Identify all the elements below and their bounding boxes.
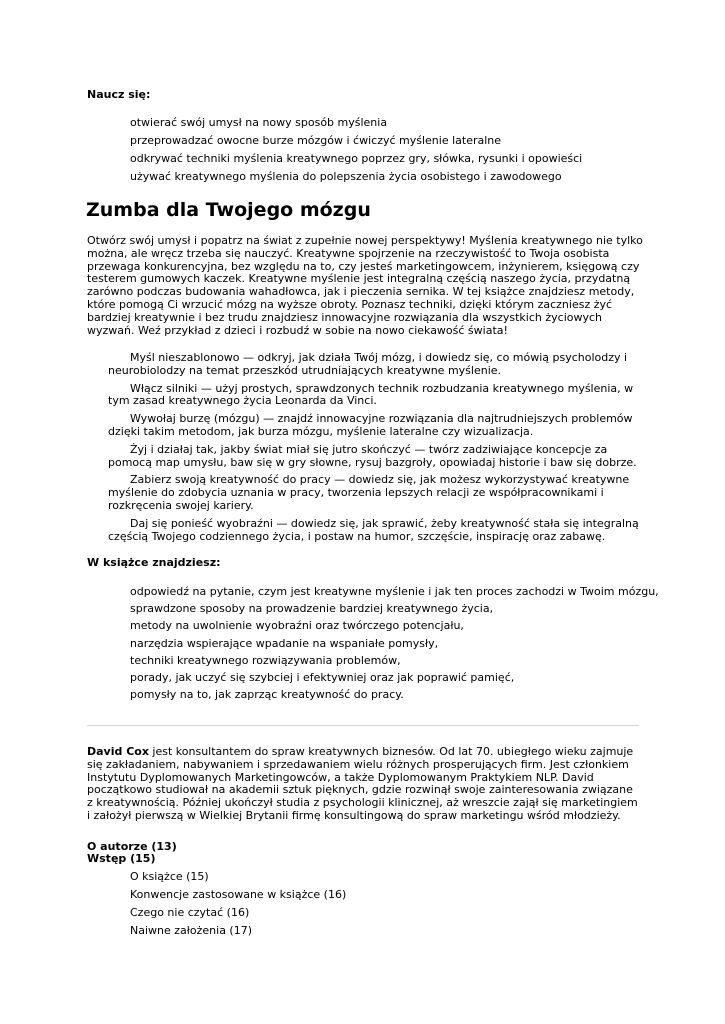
list-item: techniki kreatywnego rozwiązywania problemów, [130,653,401,667]
quote-paragraph: Zabierz swoją kreatywność do pracy — dowiedz się, jak możesz wykorzystywać kreatywne myślenie do zdobycia uznania w pracy, tworzenia lepszych relacji ze współpracownikami i rozkręcenia swojej kariery. [108,473,630,512]
quote-paragraph: Daj się ponieść wyobraźni — dowiedz się, jak sprawić, żeby kreatywność stała się integralną częścią Twojego codziennego życia, i postaw na humor, szczęście, inspirację oraz zabawę. [108,516,639,543]
toc-sub-item[interactable]: Konwencje zastosowane w książce (16) [130,888,347,901]
author-bio-text: jest konsultantem do spraw kreatywnych biznesów. Od lat 70. ubiegłego wieku zajmuje się zakładaniem, nabywaniem i sprzedawaniem wielu różnych prosperujących firm. Jest członkiem Instytutu Dyplomowanych Marketingowców, a także Dyplomowanym Praktykiem NLP. David początkowo studiował na akademii sztuk pięknych, gdzie rozwinął swoje zainteresowania związane z kreatywnością. Później ukończył studia z psychologii klinicznej, aż wreszcie zajął się marketingiem i założył pierwszą w Wielkiej Brytanii firmę konsultingową do spraw marketingu wśród młodzieży. [87,745,638,822]
feature-quotes [108,352,648,548]
list-item: pomysły na to, jak zaprząc kreatywność do pracy. [130,688,404,702]
list-item: używać kreatywnego myślenia do polepszenia życia osobistego i zawodowego [130,170,562,183]
toc-sub-list [130,870,346,942]
quote-paragraph: Wywołaj burzę (mózgu) — znajdź innowacyjne rozwiązania dla najtrudniejszych problemów dzięki takim metodom, jak burza mózgu, myślenie lateralne czy wizualizacja. [108,412,633,438]
author-name: David Cox [87,745,149,758]
divider [87,725,639,726]
list-item: odkrywać techniki myślenia kreatywnego poprzez gry, słówka, rysunki i opowieści [130,152,583,165]
intro-paragraph: Otwórz swój umysł i popatrz na świat z zupełnie nowej perspektywy! Myślenia kreatywnego nie tylko można, ale wręcz trzeba się nauczyć. Kreatywne spojrzenie na rzeczywistość to Twoja osobista przewaga konkurencyjna, bez względu na to, czy jesteś marketingowcem, inżynierem, księgową czy testerem gumowych kaczek. Kreatywne myślenie jest integralną częścią naszego życia, przydatną zarówno podczas budowania wahadłowca, jak i pieczenia sernika. W tej książce znajdziesz metody, które pomogą Ci wrzucić mózg na wyższe obroty. Poznasz techniki, dzięki którym zaczniesz żyć bardziej kreatywnie i bez trudu znajdziesz innowacyjne rozwiązania dla wszystkich życiowych wyzwań. Weź przykład z dzieci i rozbudź w sobie na nowo ciekawość świata! [87,234,643,337]
toc-entry-introduction[interactable]: Wstęp (15) [87,852,156,865]
list-item: narzędzia wspierające wpadanie na wspaniałe pomysły, [130,636,439,650]
book-heading: W książce znajdziesz: [87,556,221,569]
toc-sub-item[interactable]: Czego nie czytać (16) [130,906,250,919]
toc-sub-item[interactable]: O książce (15) [130,870,209,883]
page-title: Zumba dla Twojego mózgu [86,199,371,221]
list-item: metody na uwolnienie wyobraźni oraz twórczego potencjału, [130,619,464,633]
list-item: przeprowadzać owocne burze mózgów i ćwiczyć myślenie lateralne [130,134,502,147]
book-list [130,585,659,705]
quote-paragraph: Włącz silniki — użyj prostych, sprawdzonych technik rozbudzania kreatywnego myślenia, w tym zasad kreatywnego życia Leonarda da Vinci. [108,381,634,408]
list-item: porady, jak uczyć się szybciej i efektywniej oraz jak poprawić pamięć, [130,670,515,684]
quote-paragraph: Myśl nieszablonowo — odkryj, jak działa Twój mózg, i dowiedz się, co mówią psycholodzy i neurobiolodzy na temat przeszkód utrudniających kreatywne myślenie. [108,351,628,377]
learn-list [130,116,582,188]
learn-heading: Naucz się: [87,88,151,101]
list-item: otwierać swój umysł na nowy sposób myślenia [130,116,388,129]
author-bio [87,746,642,823]
list-item: odpowiedź na pytanie, czym jest kreatywne myślenie i jak ten proces zachodzi w Twoim mózgu, [130,585,659,598]
quote-paragraph: Żyj i działaj tak, jakby świat miał się jutro skończyć — twórz zadziwiające koncepcje za pomocą map umysłu, baw się w gry słowne, rysuj bazgroły, opowiadaj historie i baw się dobrze. [108,442,637,469]
list-item: sprawdzone sposoby na prowadzenie bardziej kreatywnego życia, [130,602,494,616]
toc-entry-about-author[interactable]: O autorze (13) [87,840,177,853]
toc-sub-item[interactable]: Naiwne założenia (17) [130,924,253,937]
